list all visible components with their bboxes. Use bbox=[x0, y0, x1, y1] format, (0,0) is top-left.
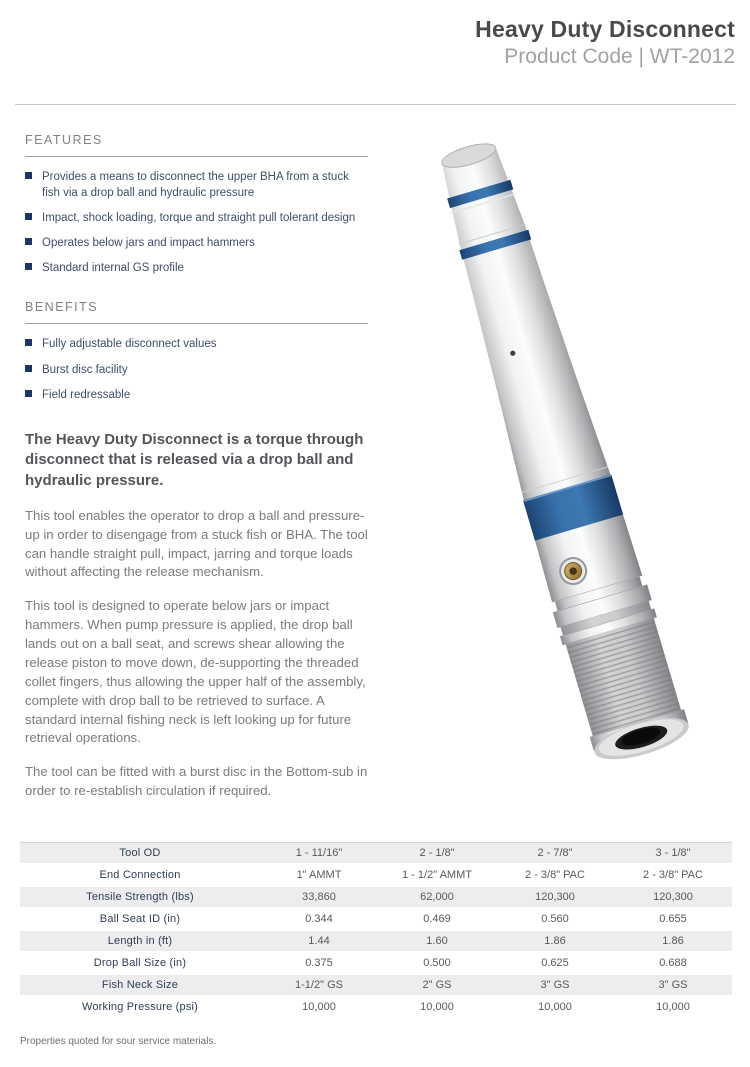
benefits-heading: BENEFITS bbox=[25, 300, 368, 324]
benefit-item bbox=[25, 336, 368, 352]
row-label: Fish Neck Size bbox=[101, 979, 179, 991]
row-label: Tensile Strength (lbs) bbox=[86, 891, 194, 903]
feature-item bbox=[25, 210, 368, 226]
row-value: 120,300 bbox=[653, 891, 693, 903]
header bbox=[475, 16, 735, 70]
feature-item bbox=[25, 169, 368, 201]
description-paragraph: This tool is designed to operate below jars or impact hammers. When pump pressure is applied, the drop ball lands out on a ball seat, and screws shear allowing the release piston to move down, de-supporting the threaded collet fingers, thus allowing the upper half of the assembly, complete with drop ball to be retrieved to surface. A standard internal fishing neck is left looking up for future retrieval operations. bbox=[25, 598, 366, 746]
features-list bbox=[25, 169, 368, 276]
benefits-section bbox=[25, 300, 368, 402]
row-label: Drop Ball Size (in) bbox=[93, 957, 187, 969]
features-section bbox=[25, 133, 368, 276]
row-value: 1" AMMT bbox=[296, 869, 342, 881]
bullet-square-icon bbox=[25, 365, 32, 372]
row-value: 1.86 bbox=[662, 935, 684, 947]
row-value: 0.469 bbox=[423, 913, 451, 925]
benefit-item bbox=[25, 387, 368, 403]
table-row bbox=[20, 975, 732, 995]
features-heading: FEATURES bbox=[25, 133, 368, 157]
row-value: 1.44 bbox=[308, 935, 330, 947]
bullet-square-icon bbox=[25, 238, 32, 245]
row-value: 0.655 bbox=[659, 913, 687, 925]
table-row bbox=[20, 865, 732, 885]
feature-text: Standard internal GS profile bbox=[42, 262, 184, 275]
row-value: 1 - 1/2" AMMT bbox=[402, 869, 472, 881]
row-value: 1.60 bbox=[426, 935, 448, 947]
left-column bbox=[25, 133, 368, 801]
row-value: 0.500 bbox=[423, 957, 451, 969]
product-code: Product Code | WT-2012 bbox=[504, 44, 735, 68]
row-value: 10,000 bbox=[420, 1001, 454, 1013]
feature-text: Impact, shock loading, torque and straight pull tolerant design bbox=[42, 212, 356, 225]
row-value: 3" GS bbox=[540, 979, 570, 991]
benefits-list bbox=[25, 336, 368, 402]
footnote: Properties quoted for sour service materials. bbox=[20, 1036, 217, 1047]
row-value: 0.375 bbox=[305, 957, 333, 969]
benefit-text: Fully adjustable disconnect values bbox=[42, 338, 217, 351]
row-value: 10,000 bbox=[656, 1001, 690, 1013]
row-value: 1.86 bbox=[544, 935, 566, 947]
disconnect-tool-illustration bbox=[378, 116, 750, 828]
table-row bbox=[20, 931, 732, 951]
product-photo bbox=[378, 116, 750, 828]
row-label: End Connection bbox=[99, 869, 181, 881]
row-value: 33,860 bbox=[302, 891, 336, 903]
row-label: Length in (ft) bbox=[107, 935, 173, 947]
table-row bbox=[20, 997, 732, 1017]
row-value: 0.625 bbox=[541, 957, 569, 969]
description-lead: The Heavy Duty Disconnect is a torque through disconnect that is released via a drop ball and hydraulic pressure. bbox=[25, 430, 364, 490]
table-row bbox=[20, 887, 732, 907]
row-value: 1-1/2" GS bbox=[295, 979, 343, 991]
table-row bbox=[20, 909, 732, 929]
row-value: 3 - 1/8" bbox=[655, 847, 691, 859]
bullet-square-icon bbox=[25, 339, 32, 346]
feature-item bbox=[25, 260, 368, 276]
bullet-square-icon bbox=[25, 213, 32, 220]
feature-item bbox=[25, 235, 368, 251]
benefit-text: Burst disc facility bbox=[42, 363, 128, 376]
row-value: 120,300 bbox=[535, 891, 575, 903]
row-value: 0.560 bbox=[541, 913, 569, 925]
row-value: 2 - 3/8" PAC bbox=[643, 869, 703, 881]
row-label: Tool OD bbox=[119, 847, 161, 859]
header-rule bbox=[15, 104, 736, 105]
feature-text: Operates below jars and impact hammers bbox=[42, 237, 255, 250]
row-value: 2 - 1/8" bbox=[419, 847, 455, 859]
row-label: Ball Seat ID (in) bbox=[99, 913, 181, 925]
row-value: 3" GS bbox=[658, 979, 688, 991]
benefit-text: Field redressable bbox=[42, 388, 131, 401]
feature-text: Provides a means to disconnect the upper BHA from a stuck fish via a drop ball and hydraulic pressure bbox=[42, 171, 349, 200]
description-paragraph: This tool enables the operator to drop a ball and pressure-up in order to disengage from a stuck fish or BHA. The tool can handle straight pull, impact, jarring and torque loads without affecting the release mechanism. bbox=[25, 507, 368, 580]
bullet-square-icon bbox=[25, 390, 32, 397]
bullet-square-icon bbox=[25, 263, 32, 270]
row-value: 1 - 11/16" bbox=[295, 847, 343, 859]
row-label: Working Pressure (psi) bbox=[81, 1001, 199, 1013]
row-value: 2" GS bbox=[422, 979, 452, 991]
description-paragraph: The tool can be fitted with a burst disc in the Bottom-sub in order to re-establish circulation if required. bbox=[25, 764, 368, 799]
row-value: 2 - 3/8" PAC bbox=[525, 869, 585, 881]
table-row bbox=[20, 953, 732, 973]
bullet-square-icon bbox=[25, 172, 32, 179]
row-value: 0.344 bbox=[305, 913, 333, 925]
table-row bbox=[20, 843, 732, 863]
row-value: 2 - 7/8" bbox=[537, 847, 573, 859]
row-value: 10,000 bbox=[538, 1001, 572, 1013]
row-value: 0.688 bbox=[659, 957, 687, 969]
benefit-item bbox=[25, 362, 368, 378]
page-title: Heavy Duty Disconnect bbox=[475, 16, 735, 42]
row-value: 62,000 bbox=[420, 891, 454, 903]
row-value: 10,000 bbox=[302, 1001, 336, 1013]
spec-table bbox=[20, 842, 732, 1019]
